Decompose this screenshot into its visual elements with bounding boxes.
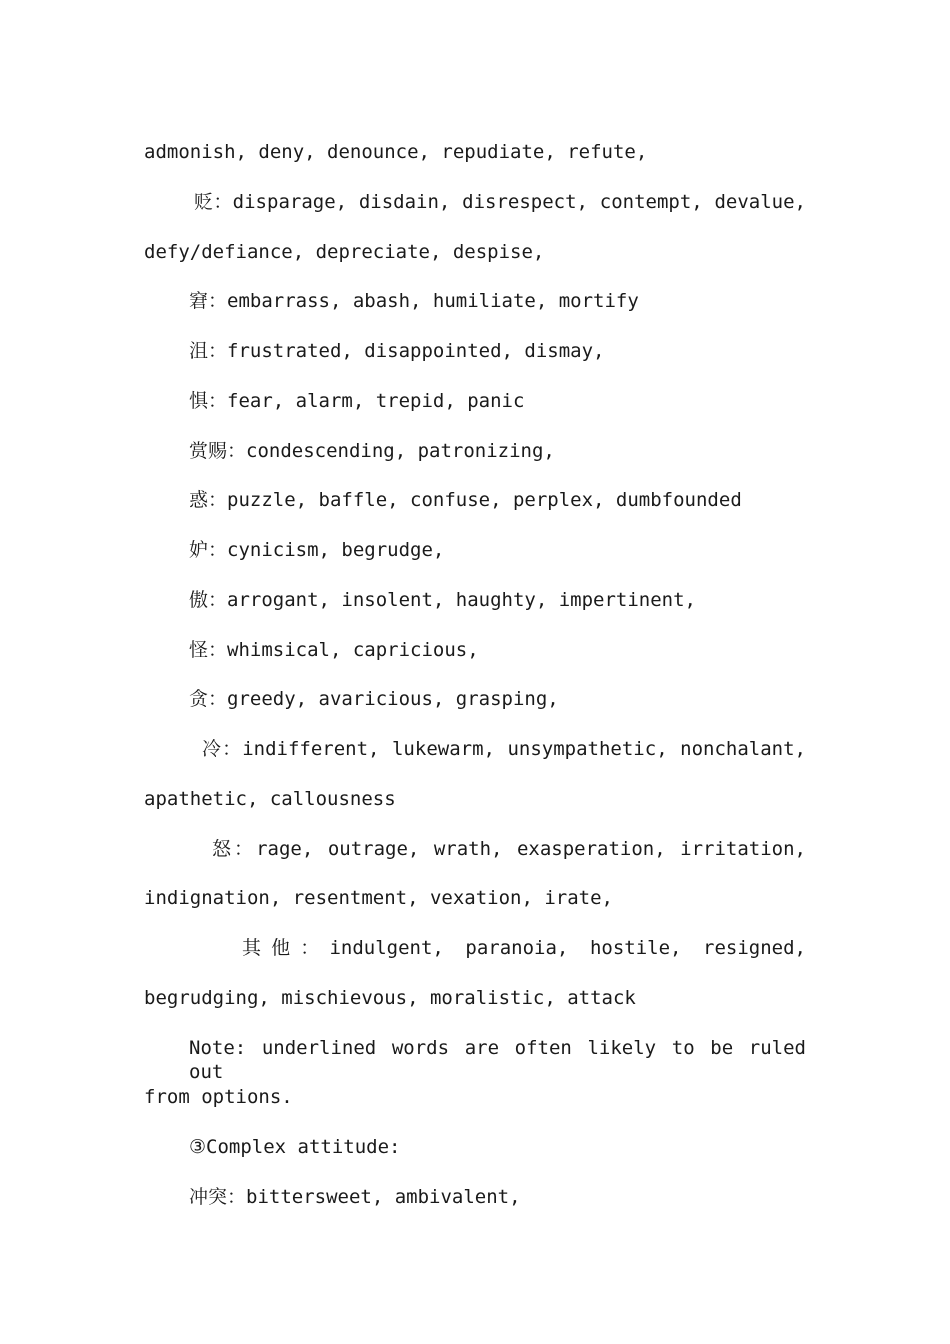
text-line-frustrated: 沮：frustrated, disappointed, dismay, — [189, 340, 605, 362]
text-line-embarrass: 窘：embarrass, abash, humiliate, mortify — [189, 290, 639, 312]
text-line-greedy: 贪：greedy, avaricious, grasping, — [189, 688, 559, 710]
text-line-admonish: admonish, deny, denounce, repudiate, refute, — [144, 141, 648, 163]
text-line-begrudging: begrudging, mischievous, moralistic, attack — [144, 987, 636, 1009]
text-line-rage: 怒：rage, outrage, wrath, exasperation, irritation, — [212, 838, 806, 860]
text-line-others: 其他：indulgent, paranoia, hostile, resigned, — [242, 937, 806, 959]
text-line-fear: 惧：fear, alarm, trepid, panic — [189, 390, 525, 412]
text-line-indignation: indignation, resentment, vexation, irate, — [144, 887, 613, 909]
text-line-disparage: 贬：disparage, disdain, disrespect, contempt, devalue, — [194, 191, 806, 213]
text-line-cynicism: 妒：cynicism, begrudge, — [189, 539, 445, 561]
text-line-from-options: from options. — [144, 1086, 293, 1108]
text-line-whimsical: 怪：whimsical, capricious, — [189, 639, 479, 661]
text-line-note: Note: underlined words are often likely to be ruled out — [189, 1037, 806, 1083]
text-line-apathetic: apathetic, callousness — [144, 788, 396, 810]
text-line-puzzle: 惑：puzzle, baffle, confuse, perplex, dumbfounded — [189, 489, 742, 511]
text-line-condescending: 赏赐：condescending, patronizing, — [189, 440, 555, 462]
text-line-indifferent: 冷：indifferent, lukewarm, unsympathetic, nonchalant, — [202, 738, 806, 760]
text-line-complex-attitude: ③Complex attitude: — [189, 1136, 401, 1158]
text-line-bittersweet: 冲突：bittersweet, ambivalent, — [189, 1186, 521, 1208]
text-line-defy: defy/defiance, depreciate, despise, — [144, 241, 545, 263]
text-line-arrogant: 傲：arrogant, insolent, haughty, impertinent, — [189, 589, 696, 611]
